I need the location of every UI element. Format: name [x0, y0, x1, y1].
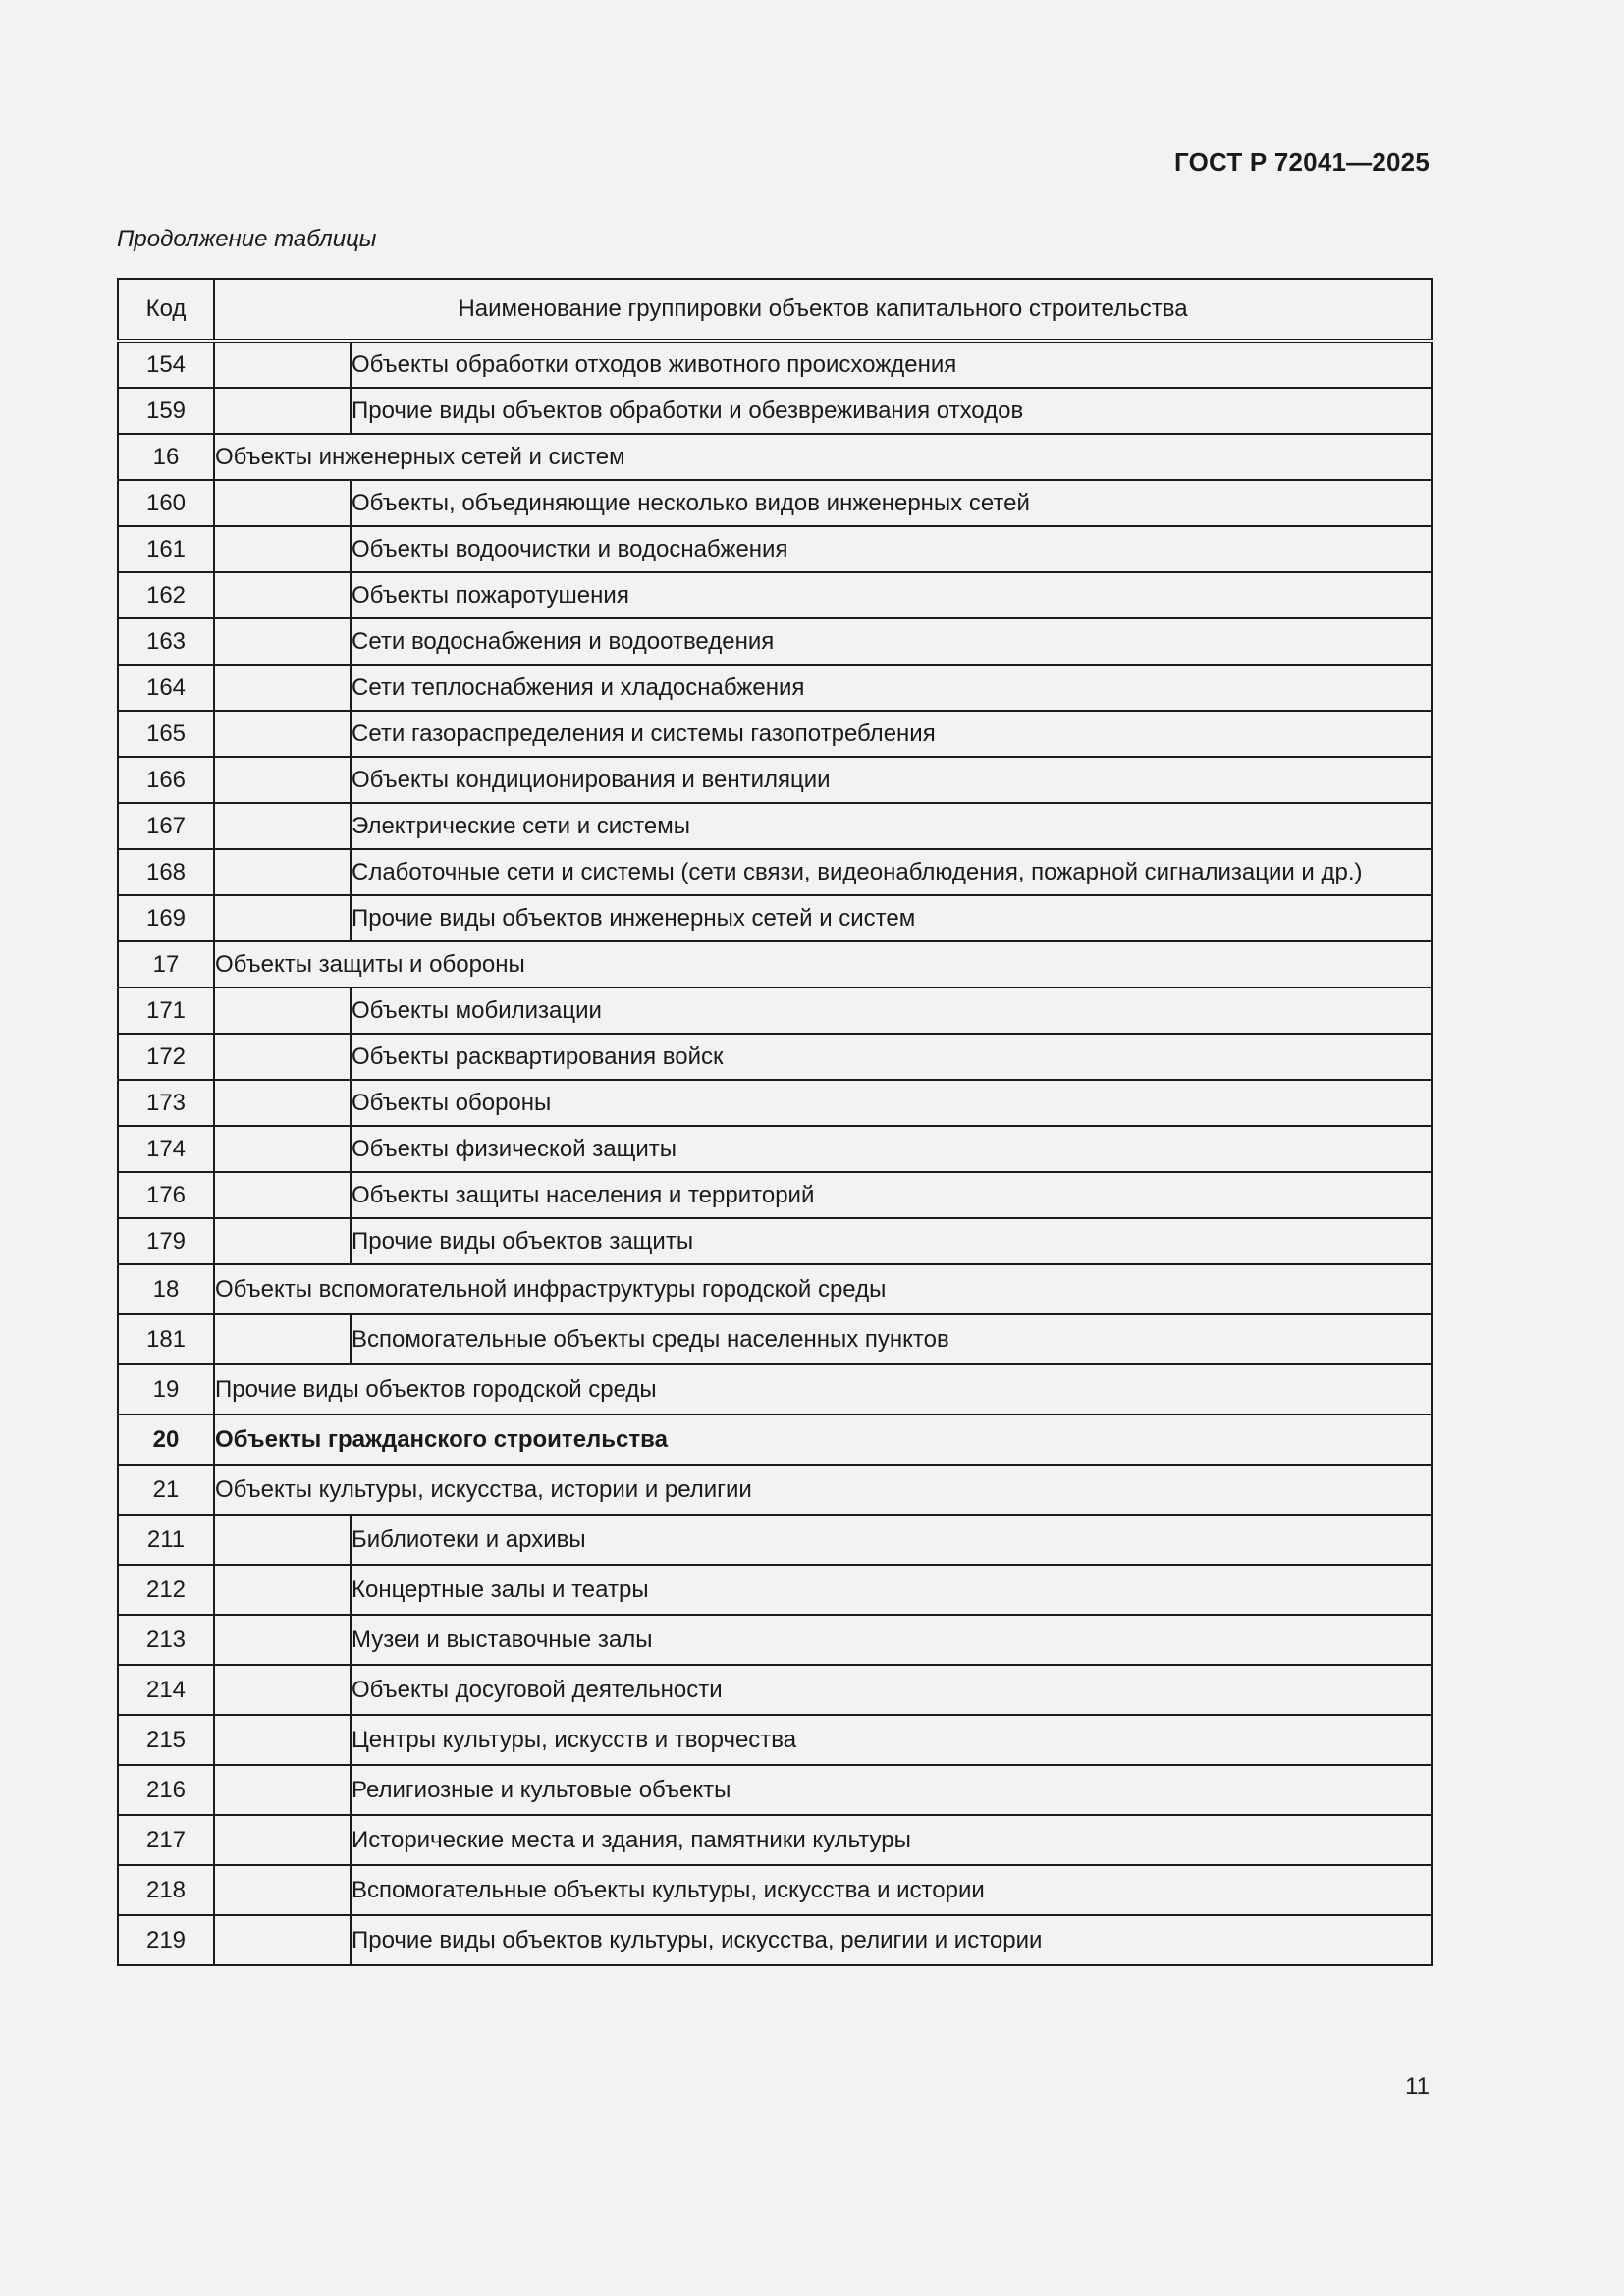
- row-group-name: Прочие виды объектов городской среды: [214, 1364, 1432, 1415]
- row-code: 212: [118, 1565, 214, 1615]
- table-row: [118, 1314, 1432, 1364]
- table-row: [118, 572, 1432, 618]
- row-name: Объекты физической защиты: [351, 1126, 1432, 1172]
- row-name: Прочие виды объектов инженерных сетей и систем: [351, 895, 1432, 941]
- row-indent-cell: [214, 1765, 351, 1815]
- table-row: [118, 988, 1432, 1034]
- row-code: 176: [118, 1172, 214, 1218]
- row-indent-cell: [214, 1615, 351, 1665]
- row-indent-cell: [214, 1126, 351, 1172]
- table-row: [118, 618, 1432, 665]
- table-header-row: [118, 279, 1432, 341]
- row-code: 166: [118, 757, 214, 803]
- row-code: 16: [118, 434, 214, 480]
- table-row: [118, 711, 1432, 757]
- row-indent-cell: [214, 618, 351, 665]
- table-row: [118, 388, 1432, 434]
- table-caption: Продолжение таблицы: [117, 226, 377, 252]
- row-code: 160: [118, 480, 214, 526]
- row-name: Объекты обороны: [351, 1080, 1432, 1126]
- column-header-code: Код: [118, 279, 214, 341]
- row-group-name: Объекты вспомогательной инфраструктуры городской среды: [214, 1264, 1432, 1314]
- row-name: Концертные залы и театры: [351, 1565, 1432, 1615]
- row-code: 173: [118, 1080, 214, 1126]
- row-indent-cell: [214, 849, 351, 895]
- row-name: Объекты защиты населения и территорий: [351, 1172, 1432, 1218]
- row-code: 179: [118, 1218, 214, 1264]
- table-row: [118, 1218, 1432, 1264]
- row-name: Объекты обработки отходов животного происхождения: [351, 341, 1432, 388]
- row-code: 171: [118, 988, 214, 1034]
- row-indent-cell: [214, 1034, 351, 1080]
- row-name: Исторические места и здания, памятники культуры: [351, 1815, 1432, 1865]
- row-name: Центры культуры, искусств и творчества: [351, 1715, 1432, 1765]
- row-code: 215: [118, 1715, 214, 1765]
- row-code: 174: [118, 1126, 214, 1172]
- row-name: Религиозные и культовые объекты: [351, 1765, 1432, 1815]
- table-row: [118, 1715, 1432, 1765]
- row-indent-cell: [214, 388, 351, 434]
- row-code: 167: [118, 803, 214, 849]
- row-indent-cell: [214, 341, 351, 388]
- table-row: [118, 895, 1432, 941]
- document-header: ГОСТ Р 72041—2025: [1174, 147, 1430, 177]
- table-row: [118, 757, 1432, 803]
- table-row-group: [118, 1364, 1432, 1415]
- row-code: 154: [118, 341, 214, 388]
- classifier-table: [117, 278, 1433, 1966]
- table-row-group: [118, 1415, 1432, 1465]
- row-indent-cell: [214, 803, 351, 849]
- table-row: [118, 1565, 1432, 1615]
- row-name: Прочие виды объектов защиты: [351, 1218, 1432, 1264]
- row-indent-cell: [214, 480, 351, 526]
- table-row: [118, 1034, 1432, 1080]
- row-code: 18: [118, 1264, 214, 1314]
- row-name: Объекты мобилизации: [351, 988, 1432, 1034]
- row-code: 217: [118, 1815, 214, 1865]
- table-row-group: [118, 1264, 1432, 1314]
- row-code: 216: [118, 1765, 214, 1815]
- row-group-name: Объекты гражданского строительства: [214, 1415, 1432, 1465]
- table-row: [118, 803, 1432, 849]
- row-name: Музеи и выставочные залы: [351, 1615, 1432, 1665]
- page-number: 11: [1405, 2073, 1430, 2100]
- table-row: [118, 1765, 1432, 1815]
- row-code: 168: [118, 849, 214, 895]
- row-code: 181: [118, 1314, 214, 1364]
- table-row-group: [118, 941, 1432, 988]
- row-name: Объекты, объединяющие несколько видов инженерных сетей: [351, 480, 1432, 526]
- table-row: [118, 1665, 1432, 1715]
- row-indent-cell: [214, 1815, 351, 1865]
- row-code: 162: [118, 572, 214, 618]
- column-header-name: Наименование группировки объектов капитального строительства: [214, 279, 1432, 341]
- row-code: 163: [118, 618, 214, 665]
- table-row: [118, 1615, 1432, 1665]
- table-row: [118, 1815, 1432, 1865]
- table-row-group: [118, 1465, 1432, 1515]
- row-code: 164: [118, 665, 214, 711]
- row-indent-cell: [214, 572, 351, 618]
- row-indent-cell: [214, 1314, 351, 1364]
- table-row: [118, 1172, 1432, 1218]
- row-indent-cell: [214, 1218, 351, 1264]
- row-indent-cell: [214, 665, 351, 711]
- row-name: Вспомогательные объекты культуры, искусства и истории: [351, 1865, 1432, 1915]
- row-code: 219: [118, 1915, 214, 1965]
- row-name: Слаботочные сети и системы (сети связи, видеонаблюдения, пожарной сигнализации и др.): [351, 849, 1432, 895]
- row-code: 17: [118, 941, 214, 988]
- row-code: 214: [118, 1665, 214, 1715]
- row-indent-cell: [214, 895, 351, 941]
- row-code: 213: [118, 1615, 214, 1665]
- row-code: 161: [118, 526, 214, 572]
- table-row: [118, 1080, 1432, 1126]
- table-row: [118, 1915, 1432, 1965]
- row-group-name: Объекты культуры, искусства, истории и религии: [214, 1465, 1432, 1515]
- row-code: 21: [118, 1465, 214, 1515]
- row-name: Прочие виды объектов обработки и обезвреживания отходов: [351, 388, 1432, 434]
- row-indent-cell: [214, 1915, 351, 1965]
- row-name: Библиотеки и архивы: [351, 1515, 1432, 1565]
- row-code: 211: [118, 1515, 214, 1565]
- row-indent-cell: [214, 1080, 351, 1126]
- table-row: [118, 480, 1432, 526]
- table-body: [118, 341, 1432, 1965]
- row-indent-cell: [214, 1172, 351, 1218]
- row-indent-cell: [214, 1715, 351, 1765]
- row-name: Объекты кондиционирования и вентиляции: [351, 757, 1432, 803]
- table-row: [118, 341, 1432, 388]
- table-row: [118, 1126, 1432, 1172]
- row-name: Прочие виды объектов культуры, искусства, религии и истории: [351, 1915, 1432, 1965]
- row-indent-cell: [214, 1565, 351, 1615]
- table-row: [118, 1865, 1432, 1915]
- table-row: [118, 665, 1432, 711]
- row-code: 218: [118, 1865, 214, 1915]
- row-name: Сети газораспределения и системы газопотребления: [351, 711, 1432, 757]
- row-code: 169: [118, 895, 214, 941]
- row-code: 165: [118, 711, 214, 757]
- row-indent-cell: [214, 988, 351, 1034]
- row-name: Электрические сети и системы: [351, 803, 1432, 849]
- row-indent-cell: [214, 526, 351, 572]
- row-group-name: Объекты защиты и обороны: [214, 941, 1432, 988]
- table-row: [118, 849, 1432, 895]
- row-indent-cell: [214, 711, 351, 757]
- row-code: 159: [118, 388, 214, 434]
- row-indent-cell: [214, 1515, 351, 1565]
- table-row-group: [118, 434, 1432, 480]
- table-row: [118, 1515, 1432, 1565]
- row-indent-cell: [214, 757, 351, 803]
- row-name: Объекты досуговой деятельности: [351, 1665, 1432, 1715]
- row-code: 19: [118, 1364, 214, 1415]
- row-indent-cell: [214, 1865, 351, 1915]
- row-code: 20: [118, 1415, 214, 1465]
- row-name: Объекты водоочистки и водоснабжения: [351, 526, 1432, 572]
- row-name: Сети теплоснабжения и хладоснабжения: [351, 665, 1432, 711]
- row-name: Объекты пожаротушения: [351, 572, 1432, 618]
- row-code: 172: [118, 1034, 214, 1080]
- row-group-name: Объекты инженерных сетей и систем: [214, 434, 1432, 480]
- row-indent-cell: [214, 1665, 351, 1715]
- row-name: Вспомогательные объекты среды населенных пунктов: [351, 1314, 1432, 1364]
- row-name: Сети водоснабжения и водоотведения: [351, 618, 1432, 665]
- table-row: [118, 526, 1432, 572]
- row-name: Объекты расквартирования войск: [351, 1034, 1432, 1080]
